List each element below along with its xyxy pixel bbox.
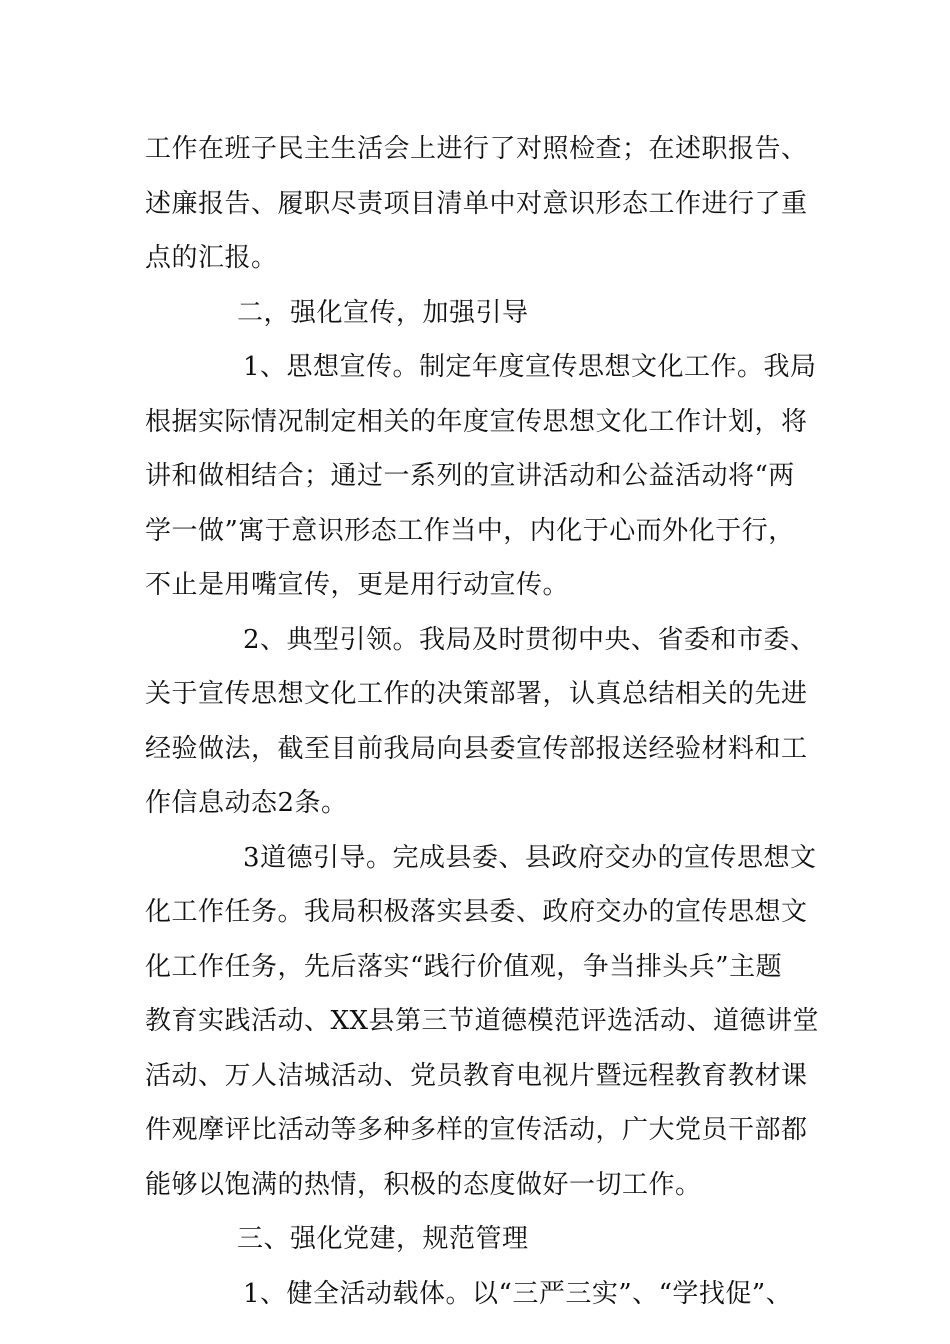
text-line: 学一做”寓于意识形态工作当中，内化于心而外化于行， (145, 515, 795, 546)
text-line: 点的汇报。 (145, 243, 278, 273)
text-line: 化工作任务，先后落实“践行价值观，争当排头兵”主题 (145, 951, 783, 982)
text-line: 不止是用嘴宣传，更是用行动宣传。 (145, 570, 570, 600)
item-first-line: 3道德引导。完成县委、县政府交办的宣传思想文 (243, 842, 817, 873)
text-line: 能够以饱满的热情，积极的态度做好一切工作。 (145, 1169, 702, 1200)
text-line: 教育实践活动、XX县第三节道德模范评选活动、道德讲堂 (145, 1006, 820, 1036)
text-line: 经验做法，截至目前我局向县委宣传部报送经验材料和工 (145, 733, 808, 764)
item-first-line: 2、典型引领。我局及时贯彻中央、省委和市委、 (243, 624, 817, 655)
document-body (145, 122, 825, 1321)
text-line: 作信息动态2条。 (145, 788, 348, 818)
text-line: 述廉报告、履职尽责项目清单中对意识形态工作进行了重 (145, 188, 808, 219)
item-first-line: 1、健全活动载体。以“三严三实”、“学找促”、 (243, 1278, 793, 1309)
section-heading: 三、强化党建，规范管理 (237, 1224, 529, 1254)
section-heading: 二，强化宣传，加强引导 (237, 297, 529, 328)
text-line: 工作在班子民主生活会上进行了对照检查；在述职报告、 (145, 134, 808, 164)
text-line: 化工作任务。我局积极落实县委、政府交办的宣传思想文 (145, 897, 808, 927)
text-line: 关于宣传思想文化工作的决策部署，认真总结相关的先进 (145, 679, 808, 709)
item-first-line: 1、思想宣传。制定年度宣传思想文化工作。我局 (243, 352, 817, 382)
text-line: 件观摩评比活动等多种多样的宣传活动，广大党员干部都 (145, 1115, 808, 1145)
text-line: 根据实际情况制定相关的年度宣传思想文化工作计划，将 (145, 406, 808, 437)
text-line: 讲和做相结合；通过一系列的宣讲活动和公益活动将“两 (145, 461, 795, 491)
text-line: 活动、万人洁城活动、党员教育电视片暨远程教育教材课 (145, 1060, 808, 1091)
